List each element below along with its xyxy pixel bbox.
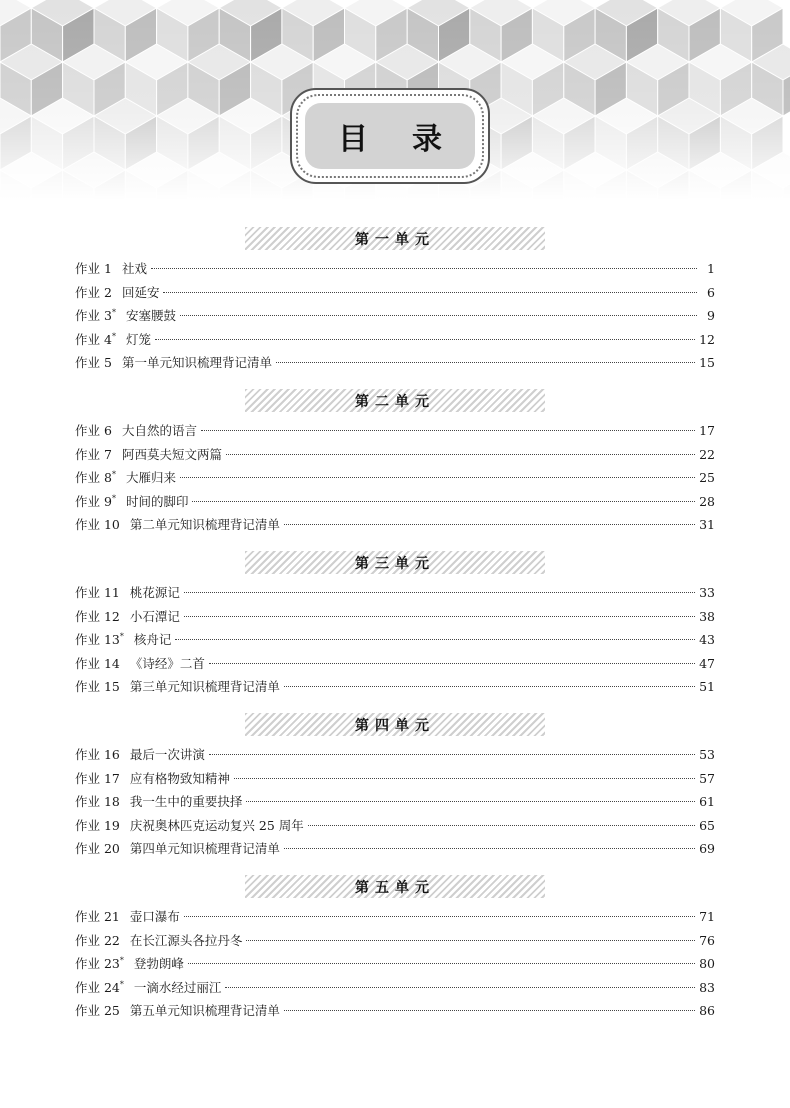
assignment-number (75, 1001, 120, 1019)
lesson-title: 第一单元知识梳理背记清单 (121, 355, 272, 370)
dot-leader (175, 638, 695, 640)
assignment-label: 作业 19 (75, 817, 120, 833)
unit-header (245, 227, 545, 250)
toc-entry[interactable] (75, 259, 715, 277)
unit-header (245, 389, 545, 412)
dot-leader (184, 615, 695, 617)
dot-leader (180, 476, 695, 478)
dot-leader (234, 777, 695, 779)
page-number: 76 (699, 932, 715, 948)
assignment-number (75, 769, 120, 787)
dot-leader (201, 429, 695, 431)
assignment-number (75, 907, 120, 925)
lesson-title: 庆祝奥林匹克运动复兴 25 周年 (129, 817, 304, 833)
assignment-number (75, 283, 112, 301)
lesson-title: 时间的脚印 (125, 493, 189, 509)
assignment-label: 作业 17 (75, 770, 120, 786)
optional-star-mark: * (111, 469, 116, 479)
assignment-number (75, 492, 116, 510)
toc-entry[interactable] (75, 515, 715, 533)
toc-entry[interactable] (75, 306, 715, 324)
dot-leader (284, 523, 695, 525)
optional-star-mark: * (111, 331, 116, 341)
toc-entry[interactable] (75, 978, 715, 996)
assignment-number (75, 816, 120, 834)
assignment-number (75, 306, 116, 324)
toc-entry[interactable] (75, 745, 715, 763)
page-number: 53 (699, 747, 715, 762)
assignment-label: 作业 20 (75, 841, 120, 856)
assignment-number (75, 931, 120, 949)
assignment-label: 作业 10 (75, 517, 120, 532)
page-number: 86 (699, 1003, 715, 1018)
dot-leader (276, 361, 695, 363)
toc-entry[interactable] (75, 492, 715, 510)
lesson-title: 回延安 (121, 284, 160, 300)
assignment-label: 作业 12 (75, 608, 120, 624)
assignment-label: 作业 16 (75, 747, 120, 762)
page-number: 22 (699, 446, 715, 462)
toc-entry[interactable] (75, 907, 715, 925)
toc-entry[interactable] (75, 630, 715, 648)
assignment-number (75, 259, 112, 277)
toc-entry[interactable] (75, 330, 715, 348)
toc-entry[interactable] (75, 353, 715, 371)
dot-leader (192, 500, 695, 502)
toc-entry[interactable] (75, 445, 715, 463)
assignment-label: 作业 22 (75, 932, 120, 948)
lesson-title: 社戏 (121, 261, 147, 276)
lesson-title: 核舟记 (133, 632, 172, 647)
toc-entry[interactable] (75, 283, 715, 301)
lesson-title: 壶口瀑布 (129, 909, 180, 924)
dot-leader (246, 800, 695, 802)
lesson-title: 在长江源头各拉丹冬 (129, 932, 243, 948)
assignment-number (75, 792, 120, 810)
dot-leader (155, 338, 695, 340)
assignment-label: 作业 2 (75, 284, 112, 300)
dot-leader (308, 824, 695, 826)
optional-star-mark: * (119, 631, 124, 641)
page-number: 57 (699, 770, 715, 786)
assignment-number (75, 421, 112, 439)
dot-leader (188, 962, 695, 964)
page-number: 28 (699, 493, 715, 509)
toc-entry[interactable] (75, 583, 715, 601)
dot-leader (284, 685, 695, 687)
dot-leader (151, 267, 697, 269)
assignment-number (75, 745, 120, 763)
optional-star-mark: * (111, 493, 116, 503)
toc-entry[interactable] (75, 1001, 715, 1019)
page-number: 65 (699, 817, 715, 833)
lesson-title: 一滴水经过丽江 (133, 979, 222, 995)
lesson-title: 大自然的语言 (121, 423, 197, 438)
dot-leader (180, 314, 697, 316)
page-number: 71 (699, 909, 715, 924)
assignment-number (75, 954, 124, 972)
assignment-number (75, 515, 120, 533)
page-number: 15 (699, 355, 715, 370)
unit-title: 第三单元 (355, 555, 435, 572)
dot-leader (163, 291, 697, 293)
lesson-title: 灯笼 (125, 331, 151, 347)
lesson-title: 第四单元知识梳理背记清单 (129, 841, 280, 856)
assignment-label: 作业 5 (75, 355, 112, 370)
lesson-title: 最后一次讲演 (129, 747, 205, 762)
toc-entry[interactable] (75, 468, 715, 486)
lesson-title: 应有格物致知精神 (129, 770, 230, 786)
dot-leader (209, 753, 695, 755)
page-number: 83 (699, 979, 715, 995)
lesson-title: 登勃朗峰 (133, 956, 184, 971)
page-title: 目录 (338, 122, 486, 157)
toc-entry[interactable] (75, 769, 715, 787)
assignment-number (75, 583, 120, 601)
unit-title: 第二单元 (355, 393, 435, 410)
assignment-number (75, 607, 120, 625)
assignment-label: 作业 25 (75, 1003, 120, 1018)
page-number: 17 (699, 423, 715, 438)
unit-header (245, 713, 545, 736)
assignment-number (75, 978, 124, 996)
lesson-title: 桃花源记 (129, 585, 180, 600)
toc-entry[interactable] (75, 654, 715, 672)
assignment-label: 作业 3 (75, 308, 112, 323)
assignment-number (75, 654, 120, 672)
unit-title: 第一单元 (355, 231, 435, 248)
dot-leader (284, 847, 695, 849)
lesson-title: 小石潭记 (129, 608, 180, 624)
assignment-label: 作业 15 (75, 679, 120, 694)
toc-entry[interactable] (75, 931, 715, 949)
dot-leader (209, 662, 695, 664)
page-number: 31 (699, 517, 715, 532)
page-number: 61 (699, 794, 715, 809)
assignment-label: 作业 14 (75, 655, 120, 671)
lesson-title: 第五单元知识梳理背记清单 (129, 1003, 280, 1018)
assignment-number (75, 353, 112, 371)
page-number: 38 (699, 608, 715, 624)
assignment-label: 作业 4 (75, 331, 112, 347)
lesson-title: 阿西莫夫短文两篇 (121, 446, 222, 462)
dot-leader (225, 986, 695, 988)
assignment-label: 作业 7 (75, 446, 112, 462)
page-number: 43 (699, 632, 715, 647)
assignment-number (75, 330, 116, 348)
lesson-title: 《诗经》二首 (129, 655, 205, 671)
assignment-number (75, 839, 120, 857)
page-number: 1 (707, 261, 715, 276)
lesson-title: 第三单元知识梳理背记清单 (129, 679, 280, 694)
page-number: 69 (699, 841, 715, 856)
toc-entry[interactable] (75, 421, 715, 439)
lesson-title: 大雁归来 (125, 470, 176, 485)
unit-title: 第四单元 (355, 717, 435, 734)
dot-leader (184, 591, 695, 593)
optional-star-mark: * (119, 955, 124, 965)
assignment-label: 作业 1 (75, 261, 112, 276)
dot-leader (246, 939, 695, 941)
assignment-label: 作业 8 (75, 470, 112, 485)
assignment-label: 作业 6 (75, 423, 112, 438)
unit-header (245, 875, 545, 898)
assignment-number (75, 445, 112, 463)
assignment-label: 作业 18 (75, 794, 120, 809)
lesson-title: 我一生中的重要抉择 (129, 794, 243, 809)
toc-entry[interactable] (75, 839, 715, 857)
page-number: 6 (707, 284, 715, 300)
assignment-label: 作业 24 (75, 979, 120, 995)
assignment-number (75, 630, 124, 648)
optional-star-mark: * (111, 307, 116, 317)
lesson-title: 安塞腰鼓 (125, 308, 176, 323)
page-number: 80 (699, 956, 715, 971)
unit-title: 第五单元 (355, 879, 435, 896)
toc-entry[interactable] (75, 607, 715, 625)
title-frame (290, 88, 490, 184)
toc-entry[interactable] (75, 677, 715, 695)
toc-entry[interactable] (75, 954, 715, 972)
dot-leader (226, 453, 695, 455)
page-number: 51 (699, 679, 715, 694)
dot-leader (184, 915, 695, 917)
toc-entry[interactable] (75, 792, 715, 810)
assignment-label: 作业 23 (75, 956, 120, 971)
page-number: 33 (699, 585, 715, 600)
title-panel (305, 103, 486, 169)
toc-entry[interactable] (75, 816, 715, 834)
page-number: 25 (699, 470, 715, 485)
page-number: 47 (699, 655, 715, 671)
dot-leader (284, 1009, 695, 1011)
page-number: 9 (707, 308, 715, 323)
assignment-number (75, 677, 120, 695)
assignment-label: 作业 21 (75, 909, 120, 924)
lesson-title: 第二单元知识梳理背记清单 (129, 517, 280, 532)
assignment-number (75, 468, 116, 486)
assignment-label: 作业 11 (75, 585, 120, 600)
page-number: 12 (699, 331, 715, 347)
unit-header (245, 551, 545, 574)
assignment-label: 作业 13 (75, 632, 120, 647)
assignment-label: 作业 9 (75, 493, 112, 509)
optional-star-mark: * (119, 979, 124, 989)
